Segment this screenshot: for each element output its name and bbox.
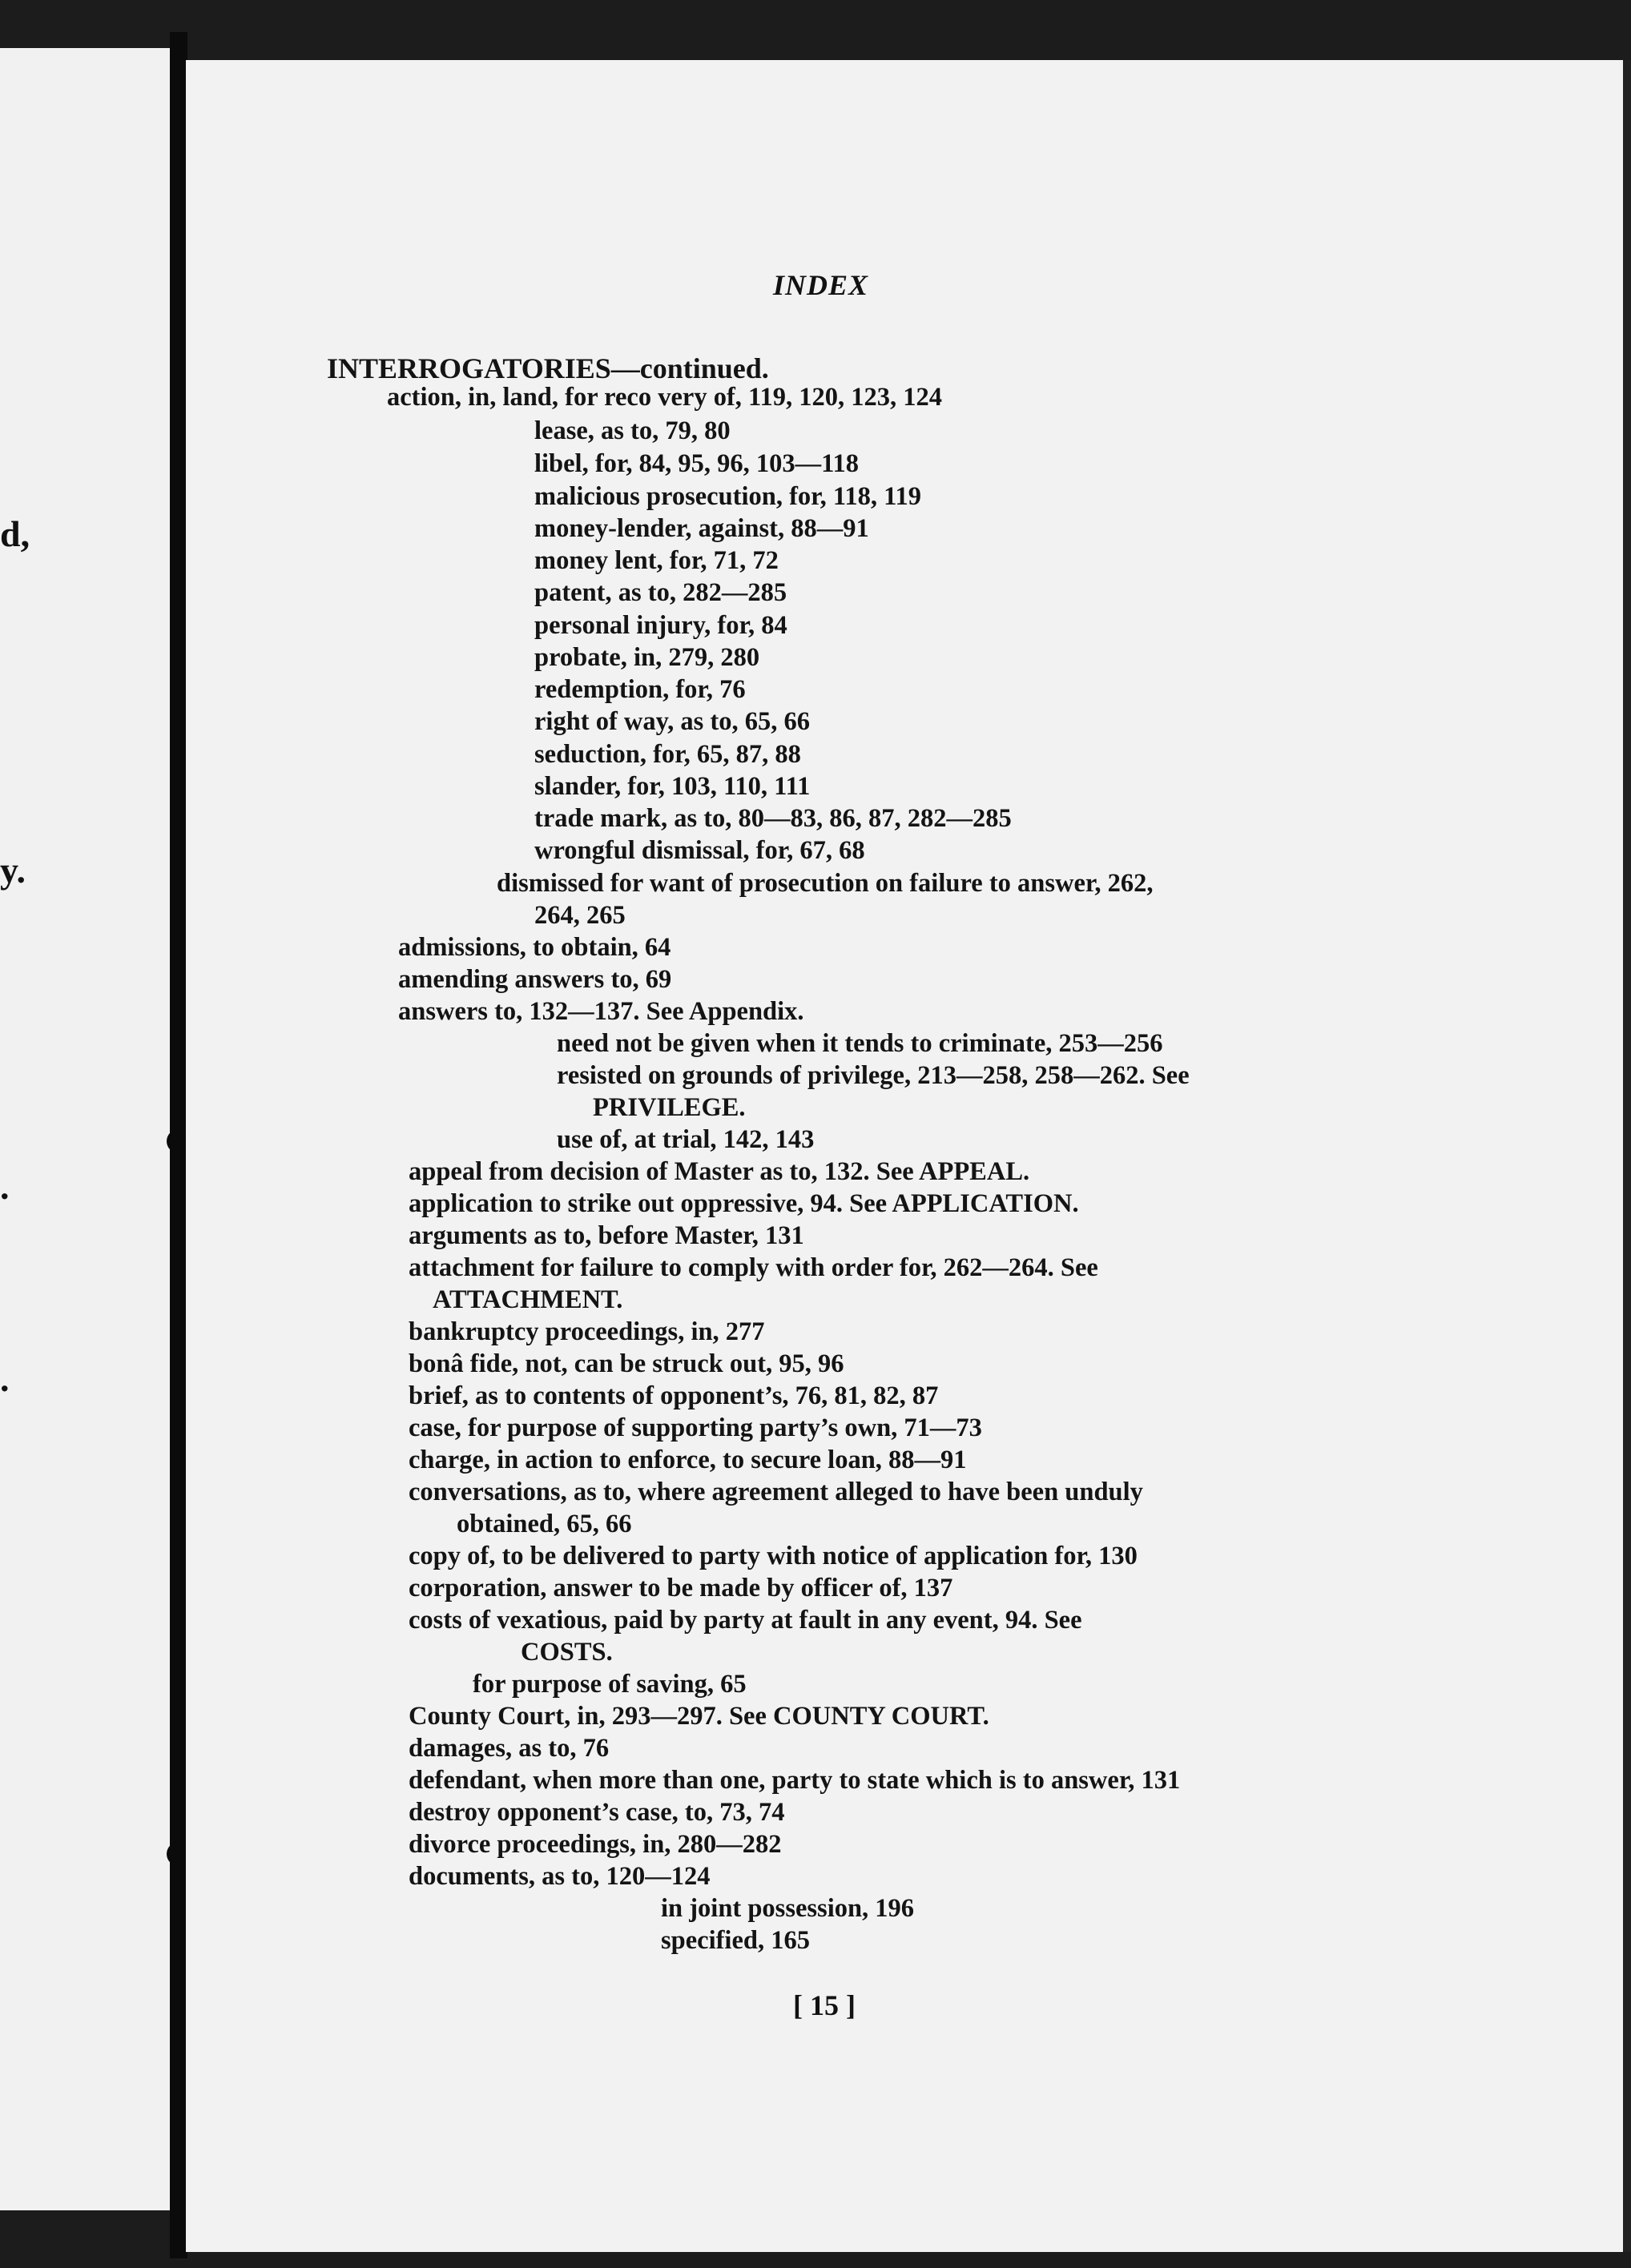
index-entry: obtained, 65, 66 [457, 1510, 632, 1538]
index-entry: costs of vexatious, paid by party at fault in any event, 94. See [409, 1606, 1082, 1635]
index-entry: money-lender, against, 88—91 [534, 514, 869, 543]
index-entry: documents, as to, 120—124 [409, 1862, 711, 1891]
index-entry: probate, in, 279, 280 [534, 643, 760, 672]
index-entry: in joint possession, 196 [661, 1894, 915, 1923]
index-entry: destroy opponent’s case, to, 73, 74 [409, 1798, 785, 1827]
index-entry: bankruptcy proceedings, in, 277 [409, 1317, 765, 1346]
index-entry: resisted on grounds of privilege, 213—258, 258—262. See [557, 1061, 1190, 1090]
index-entry: amending answers to, 69 [398, 965, 672, 994]
index-entry: dismissed for want of prosecution on failure to answer, 262, [497, 869, 1154, 898]
index-entry: ATTACHMENT. [433, 1285, 623, 1314]
index-entry: for purpose of saving, 65 [473, 1670, 747, 1699]
index-entry: PRIVILEGE. [593, 1093, 746, 1122]
index-entry: malicious prosecution, for, 118, 119 [534, 482, 922, 511]
facing-page-fragment: y. [0, 850, 26, 891]
index-entry: specified, 165 [661, 1926, 810, 1955]
index-entry: case, for purpose of supporting party’s own, 71—73 [409, 1413, 982, 1442]
index-entry: County Court, in, 293—297. See COUNTY COURT. [409, 1702, 989, 1731]
index-entry: COSTS. [521, 1638, 613, 1667]
index-entry: right of way, as to, 65, 66 [534, 707, 810, 736]
index-entry: need not be given when it tends to criminate, 253—256 [557, 1029, 1163, 1058]
index-entry: personal injury, for, 84 [534, 611, 787, 640]
index-entry: appeal from decision of Master as to, 132. See APPEAL. [409, 1157, 1030, 1186]
index-entry: defendant, when more than one, party to state which is to answer, 131 [409, 1766, 1181, 1795]
index-entry: damages, as to, 76 [409, 1734, 610, 1763]
index-entry: use of, at trial, 142, 143 [557, 1125, 815, 1154]
index-entry: answers to, 132—137. See Appendix. [398, 997, 804, 1026]
index-entry: arguments as to, before Master, 131 [409, 1221, 804, 1250]
index-entry: divorce proceedings, in, 280—282 [409, 1830, 782, 1859]
facing-page-fragment: . [0, 1166, 10, 1207]
index-heading: INTERROGATORIES—continued. [327, 352, 769, 384]
index-entry: charge, in action to enforce, to secure loan, 88—91 [409, 1446, 967, 1474]
index-entry: corporation, answer to be made by officer of, 137 [409, 1574, 953, 1602]
running-header: INDEX [773, 269, 869, 301]
page-number: [ 15 ] [793, 1989, 856, 2021]
index-entry: admissions, to obtain, 64 [398, 933, 671, 962]
index-entry: copy of, to be delivered to party with notice of application for, 130 [409, 1542, 1138, 1570]
index-entry: 264, 265 [534, 901, 626, 930]
facing-page-fragment: . [0, 1358, 10, 1399]
facing-page-fragment: d, [0, 513, 30, 554]
index-entry: application to strike out oppressive, 94. See APPLICATION. [409, 1189, 1079, 1218]
index-entry: patent, as to, 282—285 [534, 578, 787, 607]
index-entry: money lent, for, 71, 72 [534, 546, 779, 575]
facing-page [0, 48, 172, 2210]
index-entry: brief, as to contents of opponent’s, 76, 81, 82, 87 [409, 1381, 939, 1410]
index-entry: conversations, as to, where agreement alleged to have been unduly [409, 1478, 1143, 1506]
index-entry: redemption, for, 76 [534, 675, 746, 704]
page-edge [1623, 60, 1631, 2252]
index-entry: action, in, land, for reco​ very of, 119, 120, 123, 124 [387, 383, 942, 412]
index-entry: lease, as to, 79, 80 [534, 416, 731, 445]
index-entry: libel, for, 84, 95, 96, 103—118 [534, 449, 860, 478]
index-entry: trade mark, as to, 80—83, 86, 87, 282—285 [534, 804, 1012, 833]
index-entry: slander, for, 103, 110, 111 [534, 772, 811, 801]
index-entry: seduction, for, 65, 87, 88 [534, 740, 801, 769]
index-entry: bonâ fide, not, can be struck out, 95, 96 [409, 1349, 844, 1378]
index-entry: wrongful dismissal, for, 67, 68 [534, 836, 865, 865]
index-entry: attachment for failure to comply with order for, 262—264. See [409, 1253, 1098, 1282]
